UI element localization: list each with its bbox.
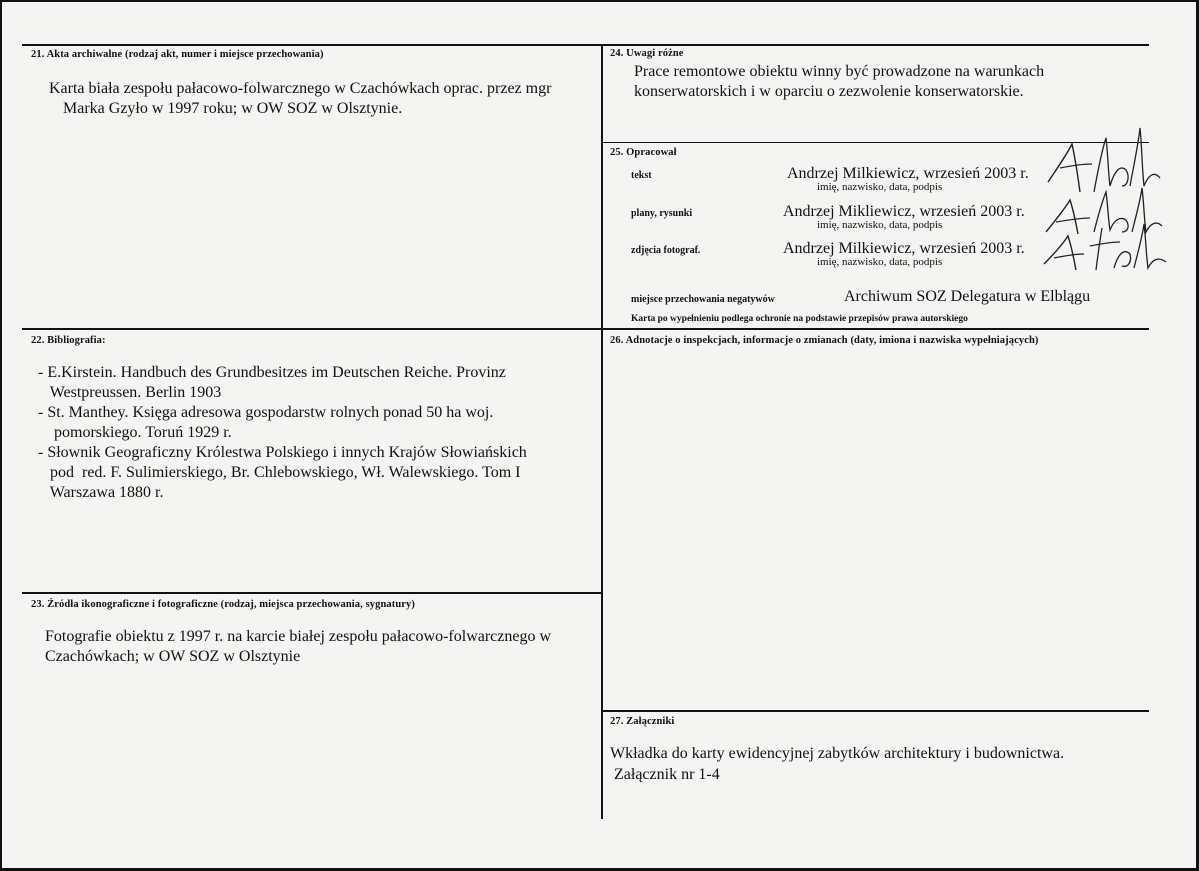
bibliography-line: pod red. F. Sulimierskiego, Br. Chlebowskiego, Wł. Walewskiego. Tom I [38, 464, 521, 481]
section-24-line-1: Prace remontowe obiektu winny być prowadzone na warunkach [634, 63, 1045, 80]
record-card [2, 2, 1196, 868]
author-row-text-label: tekst [631, 170, 652, 181]
author-row-text-caption: imię, nazwisko, data, podpis [817, 181, 943, 193]
author-row-plans-value: Andrzej Mikliewicz, wrzesień 2003 r. [783, 203, 1025, 220]
negatives-label: miejsce przechowania negatywów [631, 294, 775, 305]
section-27-line-2: Załącznik nr 1-4 [614, 766, 720, 783]
section-23-heading: 23. Źródła ikonograficzne i fotograficzne (rodzaj, miejsca przechowania, sygnatury) [31, 599, 416, 610]
section-21-heading: 21. Akta archiwalne (rodzaj akt, numer i miejsce przechowania) [31, 49, 324, 60]
section-23-line-1: Fotografie obiektu z 1997 r. na karcie białej zespołu pałacowo-folwarcznego w [45, 628, 552, 645]
bibliography-line: pomorskiego. Toruń 1929 r. [38, 424, 232, 441]
signature-3 [1040, 214, 1170, 276]
bibliography-line: - Słownik Geograficzny Królestwa Polskiego i innych Krajów Słowiańskich [38, 444, 527, 461]
section-21-line-1: Karta biała zespołu pałacowo-folwarcznego w Czachówkach oprac. przez mgr [49, 80, 552, 97]
negatives-value: Archiwum SOZ Delegatura w Elblągu [844, 288, 1091, 305]
bibliography-line: Westpreussen. Berlin 1903 [38, 384, 222, 401]
section-27-line-1: Wkładka do karty ewidencyjnej zabytków architektury i budownictwa. [610, 745, 1065, 762]
section-27-heading: 27. Załączniki [610, 716, 675, 727]
center-divider [601, 44, 603, 819]
author-row-plans-label: plany, rysunki [631, 208, 693, 219]
section-22-heading: 22. Bibliografia: [31, 335, 106, 346]
section-21-line-2: Marka Gzyło w 1997 roku; w OW SOZ w Olsztynie. [63, 100, 403, 117]
author-row-photos-label: zdjęcia fotograf. [631, 245, 701, 256]
section-24-heading: 24. Uwagi różne [610, 48, 684, 59]
section-23-line-2: Czachówkach; w OW SOZ w Olsztynie [45, 648, 301, 665]
author-row-text-value: Andrzej Milkiewicz, wrzesień 2003 r. [787, 165, 1029, 182]
rule-s23-top [22, 592, 602, 594]
bibliography-line: - St. Manthey. Księga adresowa gospodarstw rolnych ponad 50 ha woj. [38, 404, 494, 421]
section-25-heading: 25. Opracował [610, 147, 677, 158]
rule-middle [22, 328, 1149, 330]
bibliography-line: Warszawa 1880 r. [38, 484, 164, 501]
author-row-plans-caption: imię, nazwisko, data, podpis [817, 219, 943, 231]
section-26-heading: 26. Adnotacje o inspekcjach, informacje o zmianach (daty, imiona i nazwiska wypełniających) [610, 335, 1039, 346]
section-24-line-2: konserwatorskich i w oparciu o zezwolenie konserwatorskie. [634, 83, 1024, 100]
rule-s27-top [603, 710, 1149, 712]
bibliography-line: - E.Kirstein. Handbuch des Grundbesitzes im Deutschen Reiche. Provinz [38, 364, 506, 381]
top-rule [22, 44, 1149, 46]
author-row-photos-caption: imię, nazwisko, data, podpis [817, 256, 943, 268]
copyright-note: Karta po wypełnieniu podlega ochronie na podstawie przepisów prawa autorskiego [631, 314, 968, 324]
author-row-photos-value: Andrzej Milkiewicz, wrzesień 2003 r. [783, 240, 1025, 257]
bibliography-list [38, 363, 527, 503]
